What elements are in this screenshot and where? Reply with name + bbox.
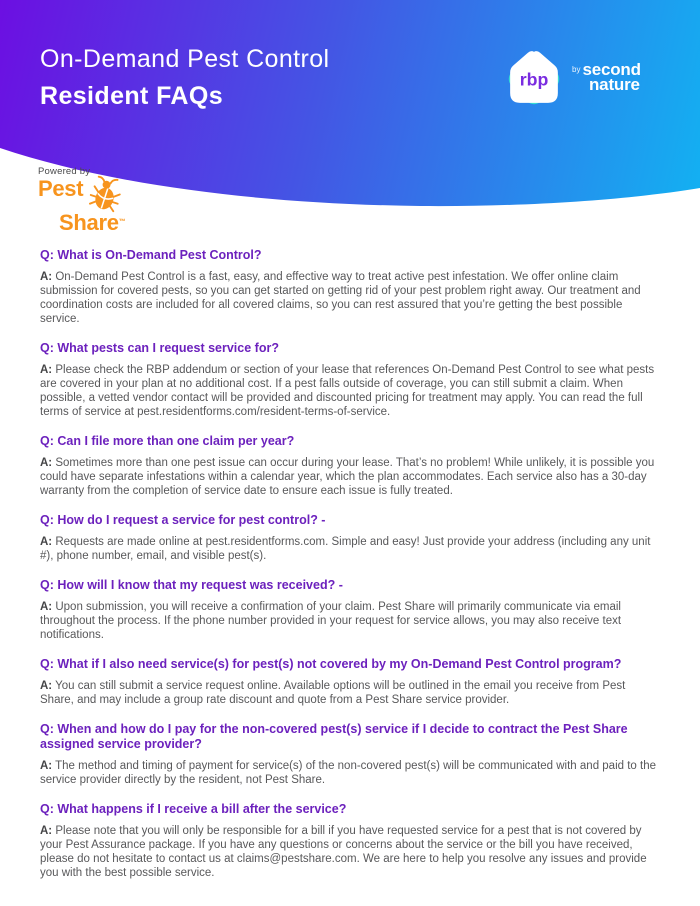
faq-item	[40, 248, 660, 326]
rbp-logo-icon	[505, 49, 563, 109]
faq-item	[40, 657, 660, 707]
faq-answer	[40, 535, 660, 563]
faq-answer	[40, 759, 660, 787]
answer-text: Sometimes more than one pest issue can occur during your lease. That’s no problem! While unlikely, it is possible you could have separate infestations within a calendar year, which the plan accommodates. Each service also has a 30-day warranty from the completion of service date to ensure each issue is fully treated.	[40, 457, 655, 497]
faq-question: Q: What if I also need service(s) for pest(s) not covered by my On-Demand Pest Control program?	[40, 657, 622, 671]
faq-question: Q: What pests can I request service for?	[40, 341, 279, 355]
pest-share-logo-block	[38, 166, 126, 235]
brand-word-second: second	[582, 60, 641, 79]
pest-share-word-pest: Pest	[38, 176, 84, 201]
faq-question: Q: What happens if I receive a bill after the service?	[40, 802, 347, 816]
faq-question: Q: When and how do I pay for the non-covered pest(s) service if I decide to contract the Pest Share assigned service provider?	[40, 722, 628, 751]
faq-question: Q: Can I file more than one claim per year?	[40, 434, 295, 448]
header-titles	[40, 44, 329, 111]
answer-text: Upon submission, you will receive a confirmation of your claim. Pest Share will primarily communicate via email throughout the process. If the phone number provided in your request for service allows, you may also receive text notifications.	[40, 601, 622, 641]
rbp-second-nature-brand	[505, 49, 641, 109]
faq-answer	[40, 600, 660, 642]
faq-question: Q: What is On-Demand Pest Control?	[40, 248, 262, 262]
answer-prefix: A:	[40, 271, 53, 283]
answer-prefix: A:	[40, 457, 53, 469]
faq-item	[40, 434, 660, 498]
answer-prefix: A:	[40, 825, 53, 837]
answer-prefix: A:	[40, 601, 53, 613]
by-label: by	[572, 65, 581, 74]
faq-item	[40, 341, 660, 419]
answer-prefix: A:	[40, 680, 53, 692]
answer-text: The method and timing of payment for service(s) of the non-covered pest(s) will be communicated with and paid to the service provider directly by the resident, not Pest Share.	[40, 760, 656, 786]
document-title: On-Demand Pest Control	[40, 45, 330, 73]
pest-share-word-share: Share	[59, 210, 119, 235]
faq-question: Q: How do I request a service for pest control? -	[40, 513, 326, 527]
faq-item	[40, 802, 660, 880]
faq-item	[40, 722, 660, 787]
brand-word-nature: nature	[589, 75, 640, 94]
answer-text: Requests are made online at pest.residentforms.com. Simple and easy! Just provide your address (including any unit #), phone number, email, and visible pest(s).	[40, 536, 651, 562]
answer-text: Please note that you will only be responsible for a bill if you have requested service for a pest that is not covered by your Pest Assurance package. If you have any questions or concerns about the service or the bill you have received, please do not hesitate to contact us at claims@pestshare.com. We are here to help you resolve any issues and provide you with the best possible service.	[40, 825, 647, 879]
rbp-logo-text: rbp	[519, 69, 549, 90]
powered-by-label: Powered by	[38, 166, 91, 177]
trademark-symbol: ™	[118, 218, 126, 226]
faq-answer	[40, 679, 660, 707]
answer-prefix: A:	[40, 536, 53, 548]
answer-text: You can still submit a service request online. Available options will be outlined in the email you receive from Pest Share, and may include a group rate discount and quote from a Pest Share service provider.	[40, 680, 626, 706]
answer-text: Please check the RBP addendum or section of your lease that references On-Demand Pest Control to see what pests are covered in your plan at no additional cost. If a pest falls outside of coverage, you can still submit a claim. When possible, a vetted vendor contact will be provided and discounted pricing for treatment may apply. You can read the full terms of service at pest.residentforms.com/resident-terms-of-service.	[40, 364, 655, 418]
faq-answer	[40, 363, 660, 419]
answer-prefix: A:	[40, 364, 53, 376]
faq-content	[0, 230, 700, 880]
faq-item	[40, 513, 660, 563]
faq-item	[40, 578, 660, 642]
faq-answer	[40, 456, 660, 498]
document-subtitle: Resident FAQs	[40, 82, 224, 110]
answer-text: On-Demand Pest Control is a fast, easy, and effective way to treat active pest infestation. We offer online claim submission for covered pests, so you can get started on getting rid of your pest problem right away. Our treatment and coordination costs are included for all covered claims, so you can rest assured that you’re getting the best possible service.	[40, 271, 641, 325]
faq-question: Q: How will I know that my request was received? -	[40, 578, 343, 592]
answer-prefix: A:	[40, 760, 53, 772]
pest-share-bug-icon	[89, 175, 123, 213]
faq-answer	[40, 270, 660, 326]
faq-answer	[40, 824, 660, 880]
second-nature-wordmark	[572, 60, 641, 95]
